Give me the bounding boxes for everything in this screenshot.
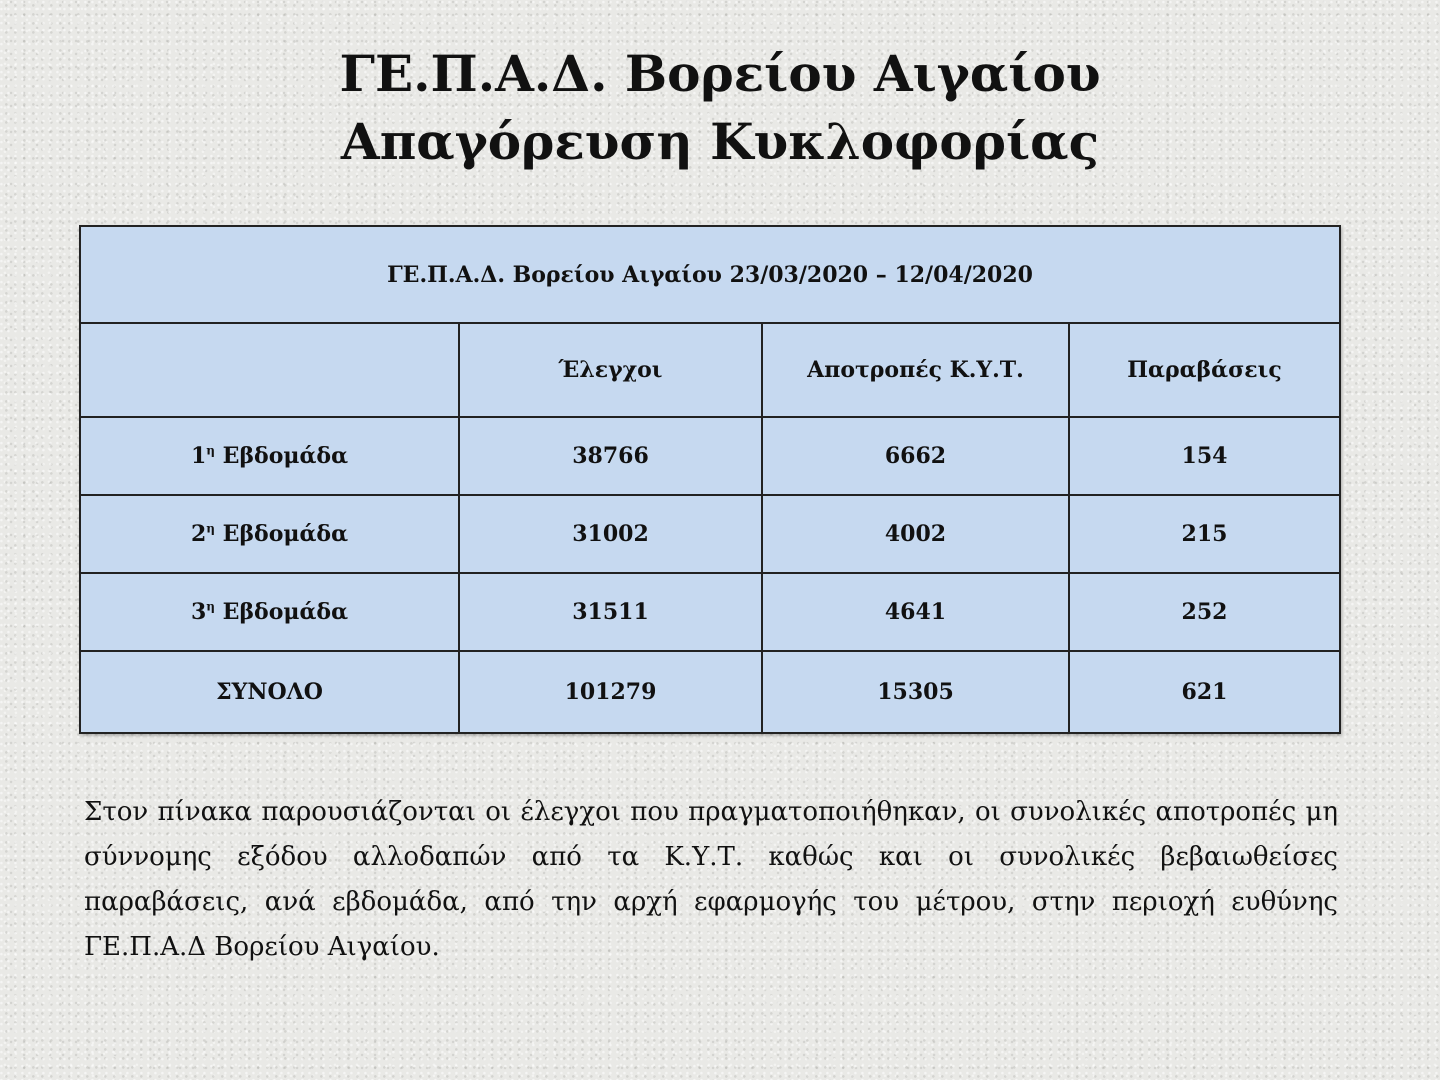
header-deterrences: Αποτροπές Κ.Υ.Τ. <box>762 323 1069 417</box>
row-label <box>80 495 459 573</box>
header-empty <box>80 323 459 417</box>
total-violations: 621 <box>1069 651 1340 733</box>
table-caption: ΓΕ.Π.Α.Δ. Βορείου Αιγαίου 23/03/2020 – 12/04/2020 <box>80 226 1340 323</box>
table-row <box>80 417 1340 495</box>
week-number: 2 <box>190 521 207 547</box>
title-line-1: ΓΕ.Π.Α.Δ. Βορείου Αιγαίου <box>339 44 1101 103</box>
page-title <box>0 40 1440 176</box>
cell-violations: 154 <box>1069 417 1340 495</box>
cell-checks: 31002 <box>459 495 762 573</box>
cell-deterrences: 4641 <box>762 573 1069 651</box>
ordinal-suffix: η <box>206 521 215 536</box>
table-caption-row <box>80 226 1340 323</box>
header-violations: Παραβάσεις <box>1069 323 1340 417</box>
total-label: ΣΥΝΟΛΟ <box>80 651 459 733</box>
cell-deterrences: 4002 <box>762 495 1069 573</box>
week-label: Εβδομάδα <box>222 521 349 547</box>
cell-checks: 31511 <box>459 573 762 651</box>
table-row <box>80 573 1340 651</box>
table-row <box>80 495 1340 573</box>
row-label <box>80 573 459 651</box>
week-label: Εβδομάδα <box>222 599 349 625</box>
week-number: 3 <box>190 599 207 625</box>
stats-table <box>79 225 1341 734</box>
ordinal-suffix: η <box>206 599 215 614</box>
total-deterrences: 15305 <box>762 651 1069 733</box>
cell-checks: 38766 <box>459 417 762 495</box>
cell-deterrences: 6662 <box>762 417 1069 495</box>
header-checks: Έλεγχοι <box>459 323 762 417</box>
row-label <box>80 417 459 495</box>
title-line-2: Απαγόρευση Κυκλοφορίας <box>340 112 1100 171</box>
description-paragraph: Στον πίνακα παρουσιάζονται οι έλεγχοι που πραγματοποιήθηκαν, οι συνολικές αποτροπές μη σύννομης εξόδου αλλοδαπών από τα Κ.Υ.Τ. καθώς και οι συνολικές βεβαιωθείσες παραβάσεις, ανά εβδομάδα, από την αρχή εφαρμογής του μέτρου, στην περιοχή ευθύνης ΓΕ.Π.Α.Δ Βορείου Αιγαίου. <box>84 797 1338 962</box>
table-header-row <box>80 323 1340 417</box>
week-number: 1 <box>190 443 207 469</box>
week-label: Εβδομάδα <box>222 443 349 469</box>
cell-violations: 215 <box>1069 495 1340 573</box>
table-total-row <box>80 651 1340 733</box>
ordinal-suffix: η <box>206 443 215 458</box>
total-checks: 101279 <box>459 651 762 733</box>
cell-violations: 252 <box>1069 573 1340 651</box>
